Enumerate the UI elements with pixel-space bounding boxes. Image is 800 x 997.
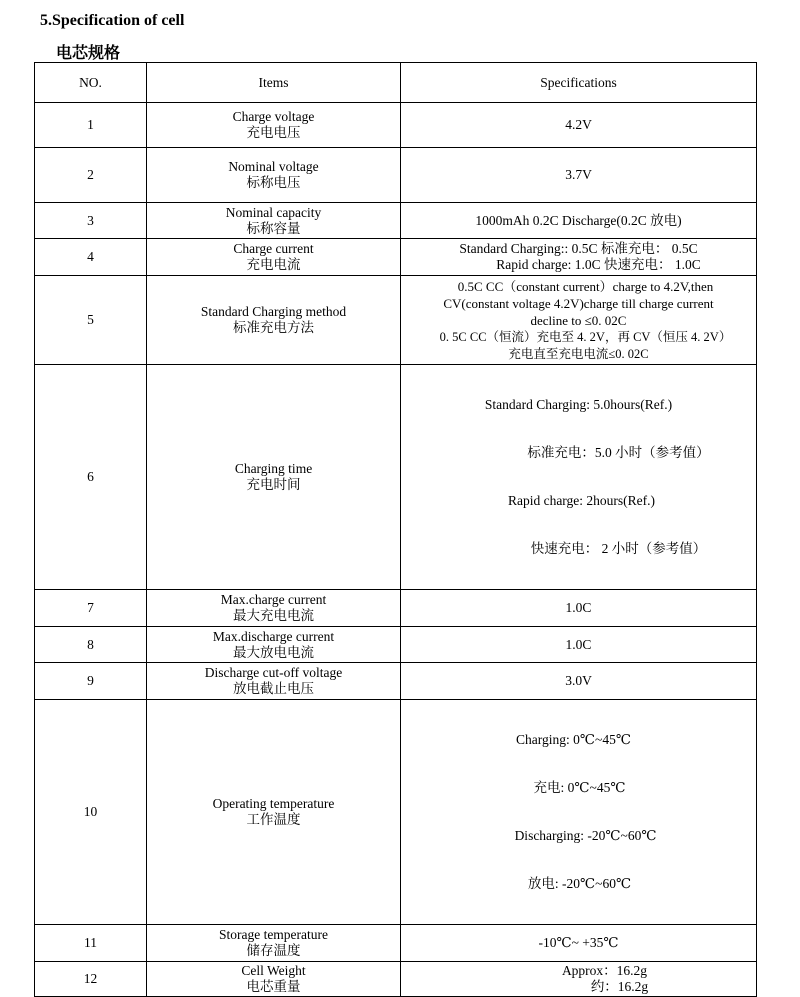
- row-number: 1: [35, 103, 147, 148]
- row-number: 3: [35, 203, 147, 239]
- spec-line: 1000mAh 0.2C Discharge(0.2C 放电): [475, 212, 682, 228]
- header-specifications: Specifications: [401, 63, 757, 103]
- table-row: [35, 276, 757, 365]
- item-cell: [147, 663, 401, 700]
- spec-line: 4.2V: [565, 117, 592, 132]
- row-number: 6: [35, 365, 147, 590]
- spec-line: Approx：16.2g: [561, 963, 648, 978]
- spec-line: 1.0C: [565, 636, 592, 652]
- item-en: Standard Charging method: [200, 304, 347, 319]
- spec-line: 标准充电：5.0 小时（参考值）: [527, 445, 710, 460]
- spec-cell: [401, 103, 757, 148]
- item-cell: [147, 203, 401, 239]
- spec-line: decline to ≤0. 02C: [530, 312, 627, 328]
- item-cn: 电芯重量: [246, 979, 301, 994]
- table-row: [35, 700, 757, 925]
- item-cn: 工作温度: [246, 812, 301, 827]
- spec-cell: [401, 148, 757, 203]
- item-cn: 储存温度: [246, 943, 301, 958]
- item-cn: 充电时间: [246, 477, 301, 492]
- spec-line: -10℃~ +35℃: [538, 935, 619, 950]
- item-cell: [147, 148, 401, 203]
- item-cell: [147, 627, 401, 663]
- spec-cell: [401, 203, 757, 239]
- item-en: Nominal voltage: [228, 159, 319, 174]
- row-number: 12: [35, 962, 147, 997]
- spec-cell: [401, 700, 757, 925]
- table-row: [35, 663, 757, 700]
- spec-line: Rapid charge: 2hours(Ref.): [507, 493, 656, 508]
- spec-line: 0.5C CC（constant current）charge to 4.2V,then: [457, 278, 714, 294]
- spec-cell: [401, 962, 757, 997]
- item-cell: [147, 276, 401, 365]
- row-number: 9: [35, 663, 147, 700]
- spec-line: Rapid charge: 1.0C 快速充电： 1.0C: [496, 257, 701, 272]
- spec-line: 3.0V: [565, 673, 592, 688]
- item-en: Discharge cut-off voltage: [204, 665, 343, 680]
- item-en: Storage temperature: [218, 927, 329, 942]
- item-cell: [147, 239, 401, 276]
- item-cn: 放电截止电压: [233, 681, 314, 696]
- item-cell: [147, 925, 401, 962]
- item-cn: 充电电流: [246, 257, 301, 272]
- spec-line: 0. 5C CC（恒流）充电至 4. 2V，再 CV（恒压 4. 2V）: [439, 329, 732, 344]
- spec-line: 快速充电： 2 小时（参考值）: [530, 541, 707, 556]
- table-row: [35, 103, 757, 148]
- spec-line: 充电直至充电电流≤0. 02C: [508, 346, 649, 361]
- spec-cell: [401, 663, 757, 700]
- spec-cell: [401, 925, 757, 962]
- item-en: Charging time: [234, 461, 313, 476]
- table-row: [35, 627, 757, 663]
- spec-cell: [401, 276, 757, 365]
- item-en: Charge current: [233, 241, 314, 256]
- table-row: [35, 962, 757, 997]
- row-number: 5: [35, 276, 147, 365]
- section-title: 5.Specification of cell: [40, 12, 185, 29]
- spec-line: 约：16.2g: [590, 979, 649, 994]
- spec-line: Discharging: -20℃~60℃: [514, 828, 657, 843]
- row-number: 8: [35, 627, 147, 663]
- item-cell: [147, 590, 401, 627]
- item-en: Cell Weight: [241, 963, 306, 978]
- row-number: 10: [35, 700, 147, 925]
- spec-line: 1.0C: [565, 600, 592, 615]
- item-en: Max.charge current: [220, 592, 327, 607]
- item-cn: 标准充电方法: [233, 320, 314, 335]
- item-cn: 最大充电电流: [233, 608, 314, 623]
- table-row: [35, 925, 757, 962]
- header-items: Items: [147, 63, 401, 103]
- item-cell: [147, 962, 401, 997]
- item-cell: [147, 103, 401, 148]
- spec-line: CV(constant voltage 4.2V)charge till charge current: [443, 295, 714, 311]
- table-row: [35, 590, 757, 627]
- table-header-row: [35, 63, 757, 103]
- item-cn: 标称容量: [246, 220, 301, 236]
- cell-spec-table: [34, 62, 757, 997]
- spec-line: 3.7V: [565, 167, 592, 182]
- spec-cell: [401, 627, 757, 663]
- spec-cell: [401, 239, 757, 276]
- spec-line: Standard Charging:: 0.5C 标准充电： 0.5C: [459, 241, 698, 256]
- spec-cell: [401, 365, 757, 590]
- item-cell: [147, 700, 401, 925]
- item-en: Charge voltage: [232, 109, 315, 124]
- item-en: Nominal capacity: [225, 204, 322, 220]
- item-en: Operating temperature: [212, 796, 335, 811]
- section-title-cn: 电芯规格: [56, 45, 121, 62]
- table-row: [35, 365, 757, 590]
- spec-line: 充电: 0℃~45℃: [533, 780, 626, 795]
- spec-line: Standard Charging: 5.0hours(Ref.): [484, 397, 673, 412]
- item-cn: 最大放电电流: [233, 644, 314, 660]
- row-number: 2: [35, 148, 147, 203]
- table-row: [35, 203, 757, 239]
- row-number: 7: [35, 590, 147, 627]
- spec-line: 放电: -20℃~60℃: [527, 876, 632, 891]
- item-cn: 标称电压: [246, 175, 301, 190]
- spec-cell: [401, 590, 757, 627]
- row-number: 4: [35, 239, 147, 276]
- table-row: [35, 239, 757, 276]
- header-no: NO.: [35, 63, 147, 103]
- spec-line: Charging: 0℃~45℃: [516, 732, 631, 747]
- row-number: 11: [35, 925, 147, 962]
- item-cn: 充电电压: [246, 125, 301, 140]
- table-row: [35, 148, 757, 203]
- item-en: Max.discharge current: [212, 628, 335, 644]
- item-cell: [147, 365, 401, 590]
